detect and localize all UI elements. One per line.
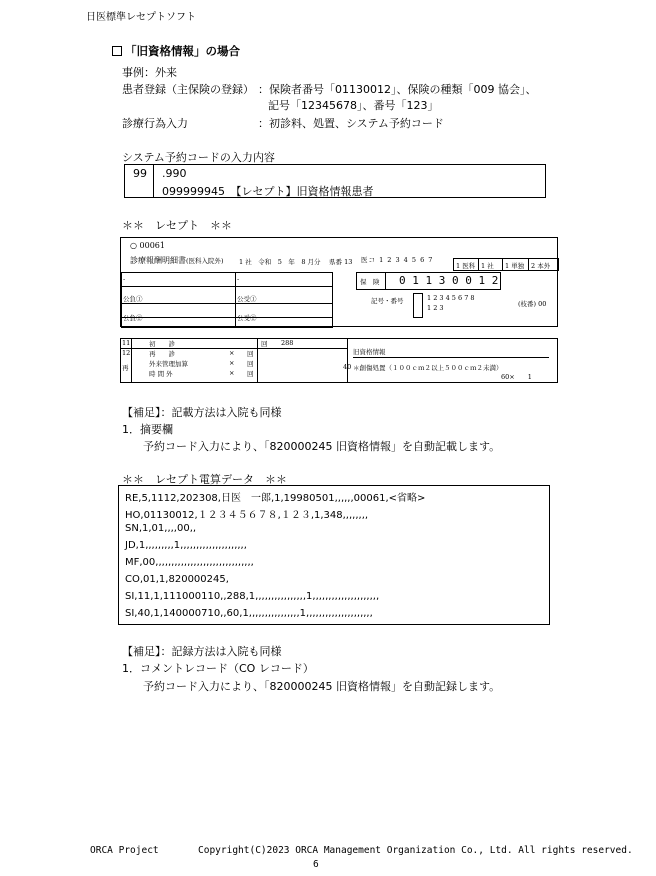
- receipt-caption: ＊＊ レセプト ＊＊: [122, 219, 232, 232]
- input-content-box: [124, 164, 546, 198]
- row12-b: 外来管理加算: [149, 360, 188, 368]
- input-box-caption: システム予約コードの入力内容: [122, 151, 275, 164]
- kohi-grid: - - 公負① 公受① 公負② 公受②: [121, 272, 333, 328]
- electronic-data-box: [118, 485, 550, 625]
- note2-item: 1．コメントレコード（CO レコード）: [122, 662, 314, 675]
- hoken-box: [356, 272, 501, 290]
- note2-title: 【補足】：記録方法は入院も同様: [122, 645, 282, 658]
- receipt-id: ○ 00061: [130, 241, 165, 250]
- kohi-1: 公負①: [123, 295, 143, 303]
- row11-code: 11: [122, 339, 131, 347]
- input-code: 99: [133, 167, 147, 180]
- x-mark-1: ×: [229, 349, 235, 357]
- kai-3: 回: [247, 370, 254, 378]
- category-box: [453, 258, 559, 271]
- kigo-mark: [413, 293, 423, 318]
- section-heading: 「旧資格情報」の場合: [112, 43, 240, 59]
- footer-copyright: Copyright(C)2023 ORCA Management Organization Co., Ltd. All rights reserved.: [198, 845, 633, 856]
- kohiju-2: 公受②: [237, 314, 257, 322]
- edata-line-2: HO,01130012,１２３４５６７８,１２３,1,348,,,,,,,,: [125, 510, 369, 521]
- edata-line-7: SI,11,1,111000110,,288,1,,,,,,,,,,,,,,,,1,,,,,,,,,,,,,,,,,,,,,: [125, 591, 380, 602]
- row40-code: 40: [343, 363, 352, 371]
- category-3: 1 単独: [505, 262, 525, 270]
- edata-line-5: MF,00,,,,,,,,,,,,,,,,,,,,,,,,,,,,,,,: [125, 557, 254, 568]
- kai-2: 回: [247, 360, 254, 368]
- receipt-form-top: [120, 237, 558, 327]
- era-text: 1 社 令和 5 年 8 月分: [239, 258, 321, 266]
- treatment-value: ：初診料、処置、システム予約コード: [258, 117, 444, 130]
- patient-value-1: ：保険者番号「01130012」、保険の種類「009 協会」、: [258, 83, 537, 96]
- edata-line-4: JD,1,,,,,,,,,1,,,,,,,,,,,,,,,,,,,,,: [125, 540, 247, 551]
- edaban: (枝番) 00: [518, 300, 547, 308]
- treatment-label: 診療行為入力: [122, 117, 188, 130]
- hoken-number: 0 1 1 3 0 0 1 2: [399, 274, 499, 287]
- note1-text: 予約コード入力により、「820000245 旧資格情報」を自動記載します。: [143, 440, 501, 453]
- category-4: 2 本外: [531, 262, 551, 270]
- form-title: 診療報酬明細書(医科入院外): [130, 256, 224, 265]
- row11-label: 初 診: [149, 340, 175, 348]
- input-line-2: 099999945 【レセプト】旧資格情報患者: [162, 185, 374, 198]
- hoken-label: 保 険: [360, 278, 380, 286]
- category-1: 1 医科: [456, 262, 476, 270]
- electronic-caption: ＊＊ レセプト電算データ ＊＊: [122, 473, 287, 486]
- kai-1: 回: [247, 350, 254, 358]
- kohi-2: 公負②: [123, 314, 143, 322]
- edata-line-1: RE,5,1112,202308,日医 一郎,1,19980501,,,,,,00061,<省略>: [125, 493, 426, 504]
- header-title: 日医標準レセプトソフト: [86, 12, 196, 23]
- edata-line-3: SN,1,01,,,,00,,: [125, 523, 197, 534]
- row12-side: 再: [122, 364, 129, 372]
- case-label: 事例：外来: [122, 66, 177, 79]
- kigo-value-2: 1 2 3: [427, 304, 444, 312]
- pref-code: 県番 13: [329, 258, 353, 266]
- patient-label: 患者登録（主保険の登録）: [122, 83, 254, 96]
- row12-a: 再 診: [149, 350, 175, 358]
- kohiju-1: 公受①: [237, 295, 257, 303]
- old-info-text: 旧資格情報: [353, 348, 386, 356]
- square-bullet-icon: [112, 46, 122, 56]
- kigo-value-1: 1 2 3 4 5 6 7 8: [427, 294, 475, 302]
- edata-line-8: SI,40,1,140000710,,60,1,,,,,,,,,,,,,,,,1,,,,,,,,,,,,,,,,,,,,,: [125, 608, 373, 619]
- row11-points: 288: [281, 339, 294, 347]
- input-line-1: .990: [162, 167, 187, 180]
- x-mark-2: ×: [229, 359, 235, 367]
- kigo-label: 記号・番号: [371, 297, 404, 305]
- edata-line-6: CO,01,1,820000245,: [125, 574, 229, 585]
- x-mark-3: ×: [229, 369, 235, 377]
- category-2: 1 社: [481, 262, 494, 270]
- note2-text: 予約コード入力により、「820000245 旧資格情報」を自動記録します。: [143, 680, 501, 693]
- row12-code: 12: [122, 349, 131, 357]
- receipt-form-bottom: [120, 338, 558, 383]
- row12-c: 時 間 外: [149, 370, 173, 378]
- institution-code: 医コ 1 2 3 4 5 6 7: [361, 256, 434, 264]
- row40-points: 60× 1: [501, 373, 532, 381]
- note1-item: 1．摘要欄: [122, 423, 173, 436]
- page-number: 6: [313, 859, 319, 870]
- footer-left: ORCA Project: [90, 845, 159, 856]
- note1-title: 【補足】：記載方法は入院も同様: [122, 406, 282, 419]
- patient-value-2: 記号「12345678」、番号「123」: [268, 99, 439, 112]
- row40-text: ＊創傷処置（１００ｃｍ２以上５００ｃｍ２未満）: [353, 364, 503, 372]
- row11-count: 回: [261, 340, 268, 348]
